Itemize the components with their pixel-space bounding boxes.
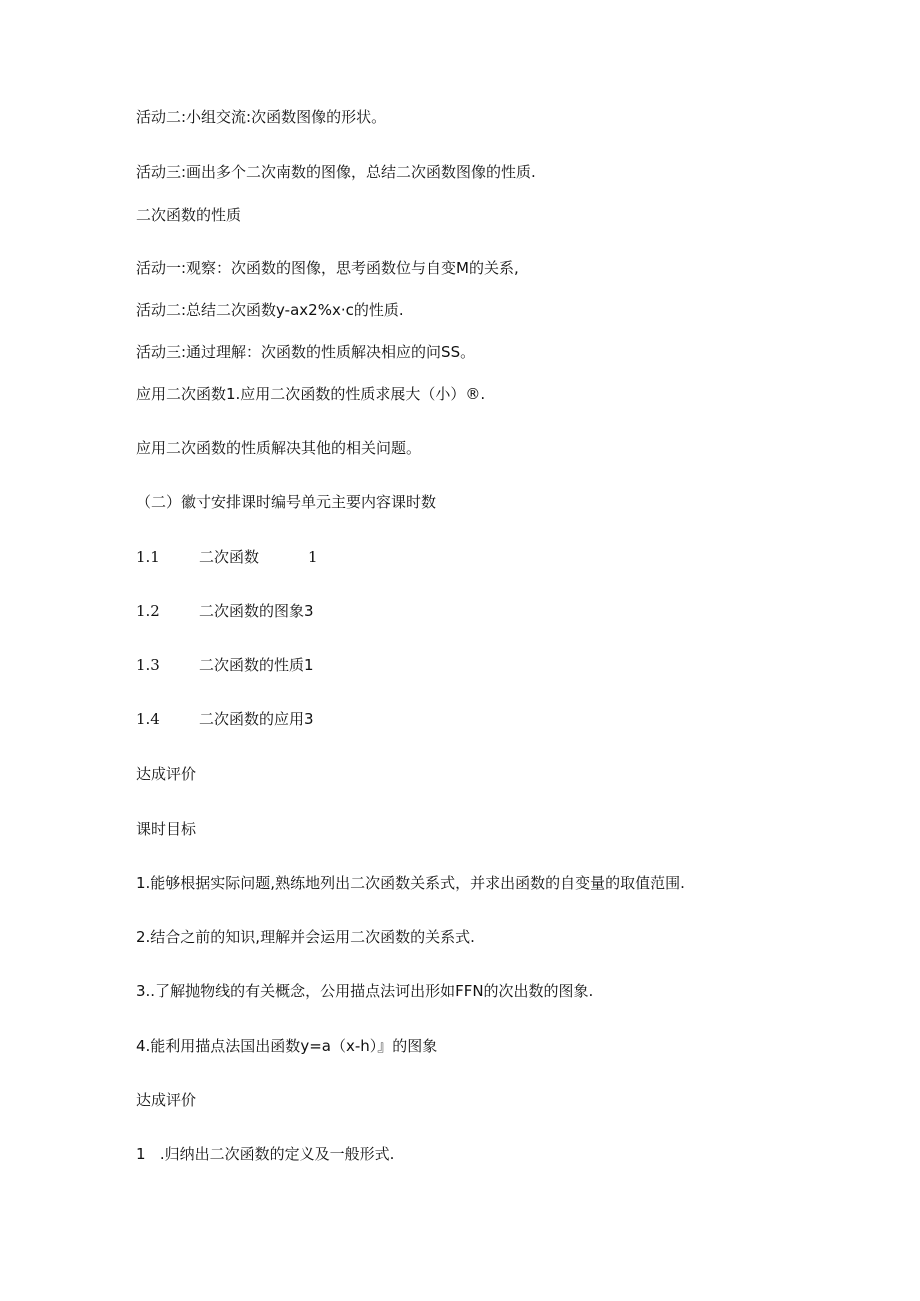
lesson-title: 二次函数 (199, 548, 260, 566)
goal-2: 2.结合之前的知识,理解并会运用二次函数的关系式. (136, 928, 475, 946)
lesson-number: 1.3 (136, 656, 160, 674)
section-heading-properties: 二次函数的性质 (136, 206, 242, 224)
lesson-title: 二次函数的性质1 (199, 656, 314, 674)
application-1: 应用二次函数1.应用二次函数的性质求展大（小）®. (136, 385, 486, 403)
goal-4: 4.能利用描点法国出函数y=a（x-h）』的图象 (136, 1037, 438, 1055)
lesson-number: 1.4 (136, 710, 160, 728)
assessment-item-1: 1 .归纳出二次函数的定义及一般形式. (136, 1145, 395, 1163)
lesson-title: 二次函数的应用3 (199, 710, 314, 728)
activity-3-solve: 活动三:通过理解：次函数的性质解决相应的问SS。 (136, 343, 476, 361)
lesson-number: 1.1 (136, 548, 160, 566)
lesson-goals-heading: 课时目标 (136, 820, 197, 838)
assessment-heading-2: 达成评价 (136, 1091, 197, 1109)
activity-2-shape: 活动二:小组交流:次函数图像的形状。 (136, 108, 387, 126)
goal-1: 1.能够根据实际问题,熟练地列出二次函数关系式，并求出函数的自变量的取值范围. (136, 874, 685, 892)
lesson-title: 二次函数的图象3 (199, 602, 314, 620)
goal-3: 3..了解抛物线的有关概念，公用描点法诃出形如FFN的次出数的图象. (136, 982, 594, 1000)
lesson-hours: 1 (308, 548, 318, 566)
activity-1-observe: 活动一:观察：次函数的图像，思考函数位与自变M的关系, (136, 259, 519, 277)
schedule-heading: （二）徽寸安排课时编号单元主要内容课时数 (136, 493, 437, 511)
activity-2-summarize: 活动二:总结二次函数y-ax2%x·c的性质. (136, 301, 404, 319)
assessment-heading: 达成评价 (136, 765, 197, 783)
activity-3-graph-properties: 活动三:画出多个二次南数的图像，总结二次函数图像的性质. (136, 163, 536, 181)
application-2: 应用二次函数的性质解决其他的相关问题。 (136, 439, 422, 457)
lesson-number: 1.2 (136, 602, 160, 620)
